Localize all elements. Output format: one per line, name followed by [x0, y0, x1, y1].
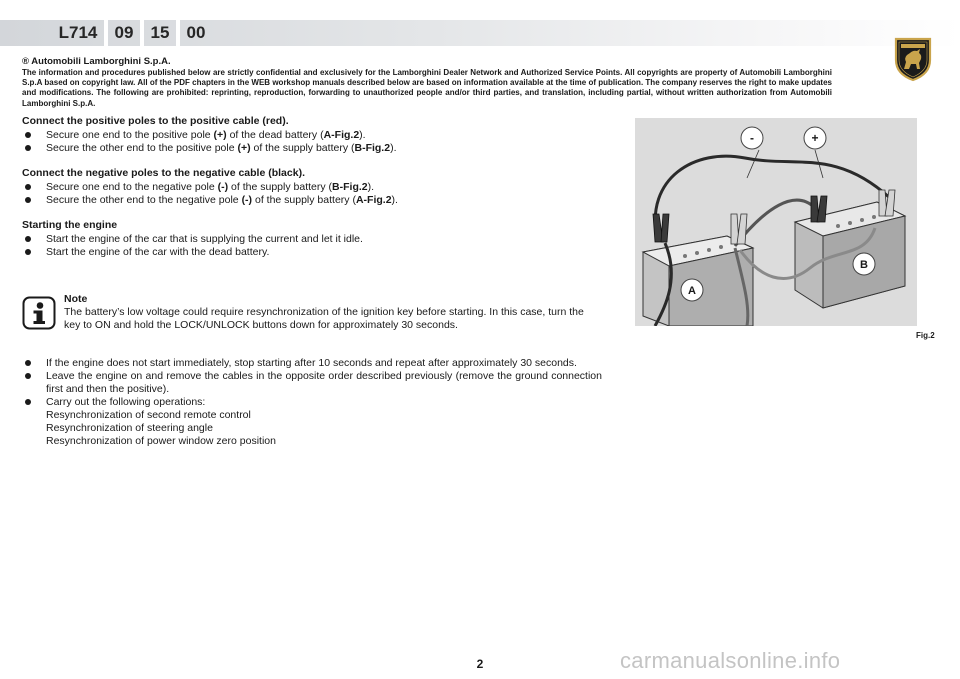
doc-code-section: 00 — [186, 23, 206, 42]
section-title: Connect the positive poles to the positive cable (red). — [22, 115, 289, 127]
list-item — [22, 194, 612, 207]
list-item: Leave the engine on and remove the cables in the opposite order described previously (remove the ground connection first and then the positive). — [22, 370, 602, 396]
step-text: ). — [367, 181, 375, 193]
step-text: of the supply battery ( — [250, 142, 355, 154]
copyright-notice — [22, 56, 832, 109]
watermark: carmanualsonline.info — [620, 648, 841, 673]
instructions — [22, 115, 612, 259]
figure-ref: A-Fig.2 — [323, 129, 360, 141]
copyright-body: The information and procedures published below are strictly confidential and exclusively for the Lamborghini Dealer Network and Authorized Service Points. All copyrights are property of Automobili Lamborghini S.p.A based on copyright law. All of the PDF chapters in the WEB workshop manuals described below are based on information available at the time of publication. The company reserves the right to make updates and modifications. The following are prohibited: reprinting, reproduction, forwarding to unauthorized people and/or third parties, and translation, including partial, without written authorization from Automobili Lamborghini S.p.A. — [22, 68, 832, 108]
callout-b-label: B — [860, 259, 868, 271]
section-starting — [22, 219, 612, 259]
lamborghini-bull-shield-icon — [893, 36, 933, 82]
step-text: Secure the other end to the positive pole — [46, 142, 238, 154]
pole-sign: (+) — [213, 129, 227, 141]
section-positive — [22, 115, 612, 155]
step-text: of the supply battery ( — [252, 194, 356, 206]
pole-sign: (+) — [237, 142, 251, 154]
list-item: Carry out the following operations: — [22, 396, 602, 409]
step-text: Secure the other end to the negative pole — [46, 194, 242, 206]
step-text: of the dead battery ( — [226, 129, 324, 141]
copyright-title: ® Automobili Lamborghini S.p.A. — [22, 56, 171, 67]
step-text: ). — [391, 194, 398, 206]
section-negative — [22, 167, 612, 207]
list-item: Start the engine of the car with the dead battery. — [22, 246, 612, 259]
pole-sign: (-) — [217, 181, 229, 193]
info-icon — [22, 296, 56, 330]
note-text: The battery’s low voltage could require resynchronization of the ignition key before starting. In this case, turn the key to ON and hold the LOCK/UNLOCK buttons down for approximately 30 seconds. — [64, 306, 584, 331]
battery-illustration — [635, 118, 917, 326]
operation-item: Resynchronization of second remote control — [46, 409, 251, 421]
step-text: of the supply battery ( — [228, 181, 333, 193]
list-item — [22, 142, 612, 155]
doc-code-group: 09 — [114, 23, 134, 42]
figure-ref: A-Fig.2 — [355, 194, 392, 206]
callout-a-label: A — [688, 285, 696, 297]
figure-caption: Fig.2 — [916, 331, 935, 340]
figure-ref: B-Fig.2 — [332, 181, 368, 193]
list-item — [22, 181, 612, 194]
page-number: 2 — [476, 657, 484, 671]
doc-code-model: L714 — [58, 23, 98, 42]
clamp — [811, 196, 827, 222]
note-block — [64, 293, 602, 332]
step-text: Secure one end to the negative pole — [46, 181, 218, 193]
operation-item: Resynchronization of steering angle — [46, 422, 213, 434]
list-item — [22, 129, 612, 142]
figure-jump-start — [635, 118, 917, 326]
clamp — [653, 214, 669, 242]
note-title: Note — [64, 293, 88, 305]
pole-sign: (-) — [241, 194, 253, 206]
figure-ref: B-Fig.2 — [354, 142, 391, 154]
callout-minus-label: - — [750, 131, 754, 145]
step-text: ). — [390, 142, 397, 154]
step-text: ). — [359, 129, 366, 141]
section-title: Connect the negative poles to the negative cable (black). — [22, 167, 305, 179]
doc-code-subgroup: 15 — [150, 23, 170, 42]
list-item: If the engine does not start immediately, stop starting after 10 seconds and repeat after approximately 30 seconds. — [22, 357, 602, 370]
clamp — [731, 214, 747, 244]
section-title: Starting the engine — [22, 219, 118, 231]
step-text: Secure one end to the positive pole — [46, 129, 214, 141]
operation-item: Resynchronization of power window zero position — [46, 435, 276, 447]
callout-plus-label: + — [811, 131, 819, 145]
additional-steps — [22, 357, 602, 448]
list-item: Start the engine of the car that is supplying the current and let it idle. — [22, 233, 612, 246]
